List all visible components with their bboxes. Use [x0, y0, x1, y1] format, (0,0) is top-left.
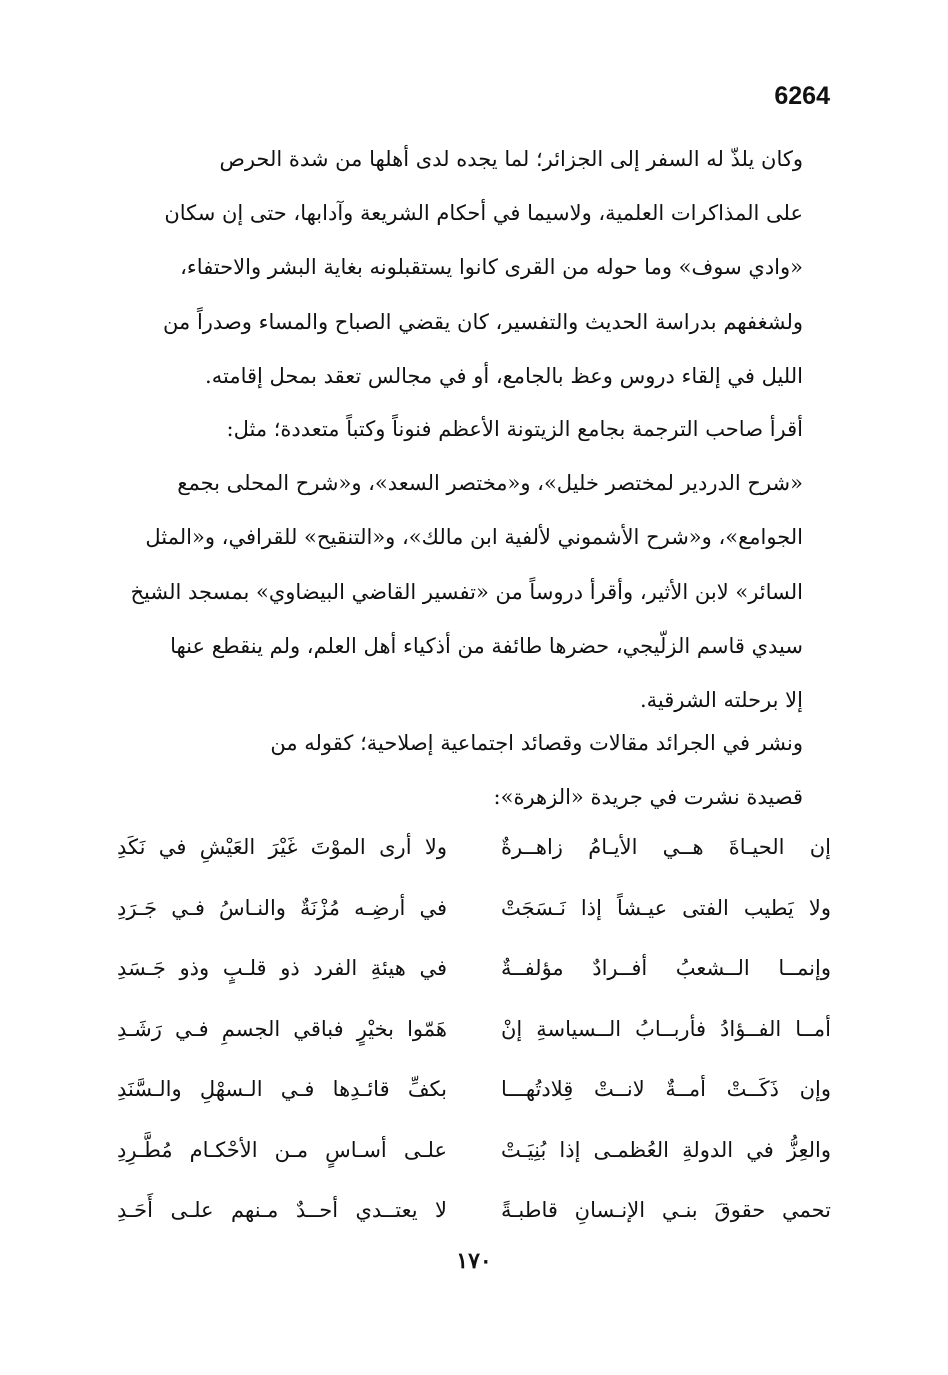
text-line: سيدي قاسم الزلّيجي، حضرها طائفة من أذكياء أهل العلم، ولم ينقطع عنها — [170, 633, 803, 658]
text-line: «وادي سوف» وما حوله من القرى كانوا يستقبلونه بغاية البشر والاحتفاء، — [180, 255, 803, 280]
page-code: 6264 — [774, 82, 830, 110]
text-line: أقرأ صاحب الترجمة بجامع الزيتونة الأعظم فنوناً وكتباً متعددة؛ مثل: — [226, 417, 803, 441]
paragraph-text — [117, 716, 835, 824]
verse-second-hemistich: في أرضِـه مُزْنَةٌ والنـاسُ فـي جَـرَدِ — [117, 895, 447, 920]
text-line: الليل في إلقاء دروس وعظ بالجامع، أو في مجالس تعقد بمحل إقامته. — [205, 363, 803, 388]
text-line: السائر» لابن الأثير، وأقرأ دروساً من «تفسير القاضي البيضاوي» بمسجد الشيخ — [130, 579, 803, 604]
verse-first-hemistich: إن الحيـاةَ هــي الأيـامُ زاهــرةٌ — [501, 835, 831, 859]
verse-second-hemistich: في هيئةِ الفرد ذو قلـبٍ وذو جَـسَدِ — [117, 956, 447, 980]
text-line: قصيدة نشرت في جريدة «الزهرة»: — [493, 785, 803, 810]
page-number: ١٧٠ — [456, 1248, 492, 1274]
text-line: الجوامع»، و«شرح الأشموني لألفية ابن مالك»، و«التنقيح» للقرافي، و«المثل — [145, 525, 803, 550]
poem-verse — [117, 881, 831, 942]
text-line: ونشر في الجرائد مقالات وقصائد اجتماعية إصلاحية؛ كقوله من — [270, 731, 803, 755]
verse-first-hemistich: وإنمــا الــشعبُ أفــرادٌ مؤلفــةٌ — [501, 956, 831, 980]
poem-verse — [117, 1123, 831, 1184]
verse-second-hemistich: ولا أرى الموْتَ غَيْرَ العَيْشِ في نَكَدِ — [117, 835, 447, 859]
paragraph-text — [117, 132, 835, 403]
poem-verse — [117, 1183, 831, 1244]
verse-second-hemistich: علـى أسـاسٍ مـن الأحْكـام مُطَّـرِدِ — [117, 1137, 447, 1162]
text-line: ولشغفهم بدراسة الحديث والتفسير، كان يقضي الصباح والمساء وصدراً من — [163, 309, 803, 334]
poem-verse — [117, 1002, 831, 1063]
poem-verse — [117, 1062, 831, 1123]
verse-second-hemistich: لا يعتــدي أحــدٌ مـنهم علـى أَحَـدِ — [117, 1198, 447, 1222]
verse-first-hemistich: تحمي حقوقَ بنـي الإنـسانِ قاطبـةً — [501, 1198, 831, 1222]
verse-second-hemistich: بكفِّ قائـدِها فـي الـسهْلِ والـسَّنَدِ — [117, 1077, 447, 1101]
paragraph-text — [117, 402, 835, 727]
verse-first-hemistich: ولا يَطيب الفتى عيـشاً إذا نَـسَجَتْ — [501, 895, 831, 920]
text-line: وكان يلذّ له السفر إلى الجزائر؛ لما يجده لدى أهلها من شدة الحرص — [219, 147, 803, 171]
verse-first-hemistich: أمــا الفــؤادُ فأربــابُ الــسياسةِ إنْ — [501, 1016, 831, 1041]
paragraph-1 — [117, 132, 835, 403]
poem-verse — [117, 820, 831, 881]
verse-second-hemistich: هَمّوا بخيْرٍ فباقي الجسمِ فـي رَشَـدِ — [117, 1016, 447, 1041]
text-line: إلا برحلته الشرقية. — [640, 688, 803, 713]
text-line: على المذاكرات العلمية، ولاسيما في أحكام الشريعة وآدابها، حتى إن سكان — [164, 201, 803, 226]
text-line: «شرح الدردير لمختصر خليل»، و«مختصر السعد»، و«شرح المحلى بجمع — [177, 471, 803, 496]
verse-first-hemistich: والعِزُّ في الدولةِ العُظمـى إذا بُنِيَـتْ — [501, 1137, 831, 1162]
poem-verse — [117, 941, 831, 1002]
paragraph-3 — [117, 716, 835, 824]
paragraph-2 — [117, 402, 835, 727]
poem — [117, 820, 831, 1244]
verse-first-hemistich: وإن ذَكَــتْ أمــةٌ لانــتْ قِلادتُهـــا — [501, 1077, 831, 1101]
